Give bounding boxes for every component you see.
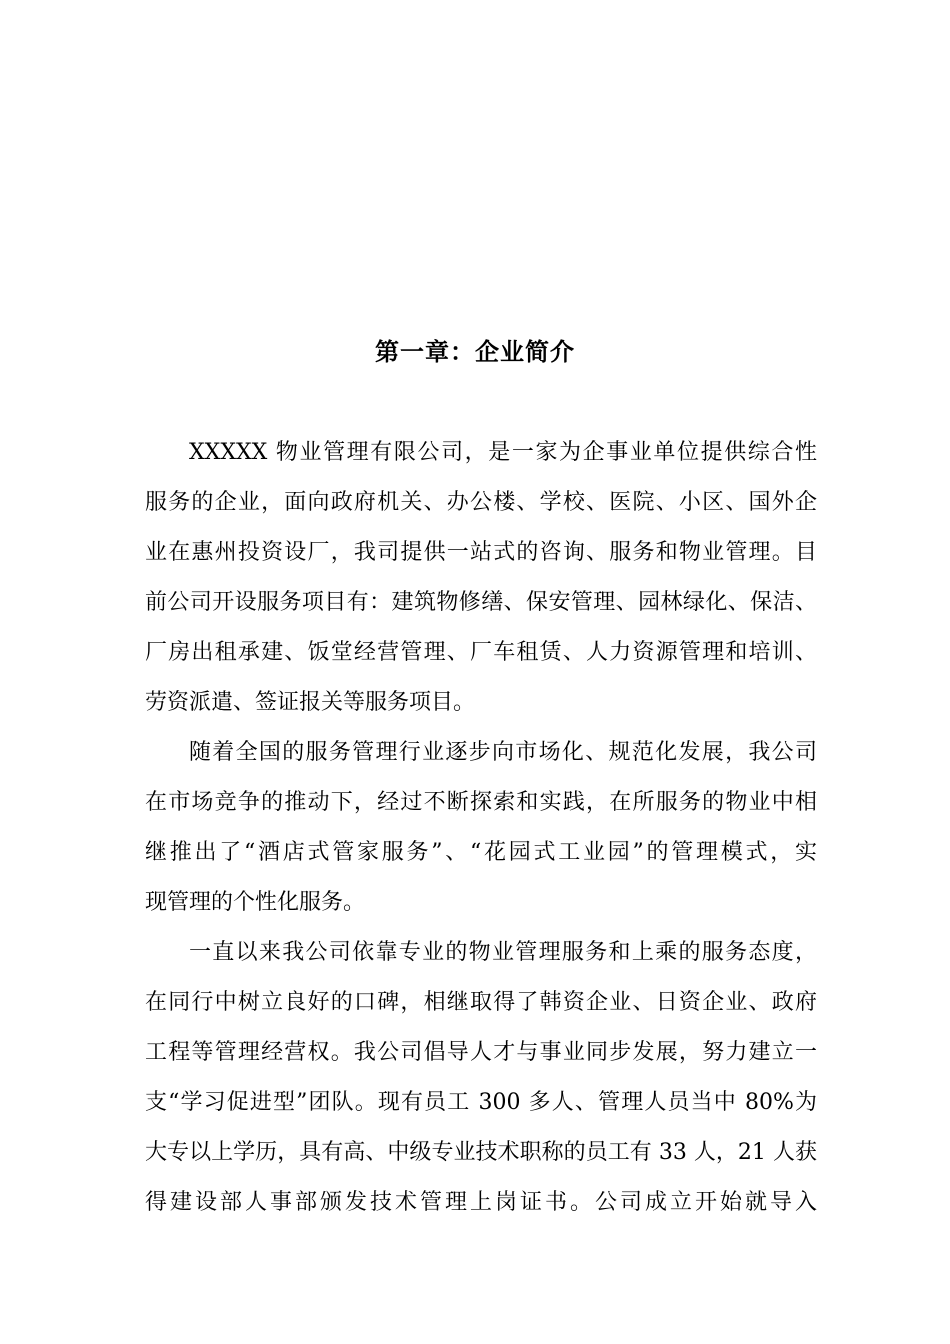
paragraph-1-line-2: 服务的企业，面向政府机关、办公楼、学校、医院、小区、国外企 (145, 490, 817, 515)
paragraph-3-line-4: 支“学习促进型”团队。现有员工 300 多人、管理人员当中 80%为 (145, 1090, 817, 1115)
paragraph-1-line-4: 前公司开设服务项目有：建筑物修缮、保安管理、园林绿化、保洁、 (145, 590, 817, 615)
paragraph-1-line-3: 业在惠州投资设厂，我司提供一站式的咨询、服务和物业管理。目 (145, 540, 817, 565)
paragraph-1-line-5: 厂房出租承建、饭堂经营管理、厂车租赁、人力资源管理和培训、 (145, 640, 817, 665)
paragraph-1-line-6: 劳资派遣、签证报关等服务项目。 (145, 690, 476, 715)
paragraph-2-line-2: 在市场竞争的推动下，经过不断探索和实践，在所服务的物业中相 (145, 790, 817, 815)
chapter-title: 第一章：企业简介 (375, 337, 575, 366)
paragraph-2-line-1: 随着全国的服务管理行业逐步向市场化、规范化发展，我公司 (189, 740, 817, 765)
paragraph-3-line-3: 工程等管理经营权。我公司倡导人才与事业同步发展，努力建立一 (145, 1040, 817, 1065)
paragraph-3-line-2: 在同行中树立良好的口碑，相继取得了韩资企业、日资企业、政府 (145, 990, 817, 1015)
paragraph-3-line-6: 得建设部人事部颁发技术管理上岗证书。公司成立开始就导入 (145, 1190, 817, 1215)
paragraph-3-line-1: 一直以来我公司依靠专业的物业管理服务和上乘的服务态度， (189, 940, 817, 965)
paragraph-2-line-3: 继推出了“酒店式管家服务”、“花园式工业园”的管理模式，实 (145, 840, 817, 865)
paragraph-2-line-4: 现管理的个性化服务。 (145, 890, 366, 915)
paragraph-1-line-1: XXXXX 物业管理有限公司，是一家为企事业单位提供综合性 (189, 440, 817, 465)
paragraph-3-line-5: 大专以上学历，具有高、中级专业技术职称的员工有 33 人，21 人获 (145, 1140, 817, 1165)
document-body (145, 428, 817, 1228)
